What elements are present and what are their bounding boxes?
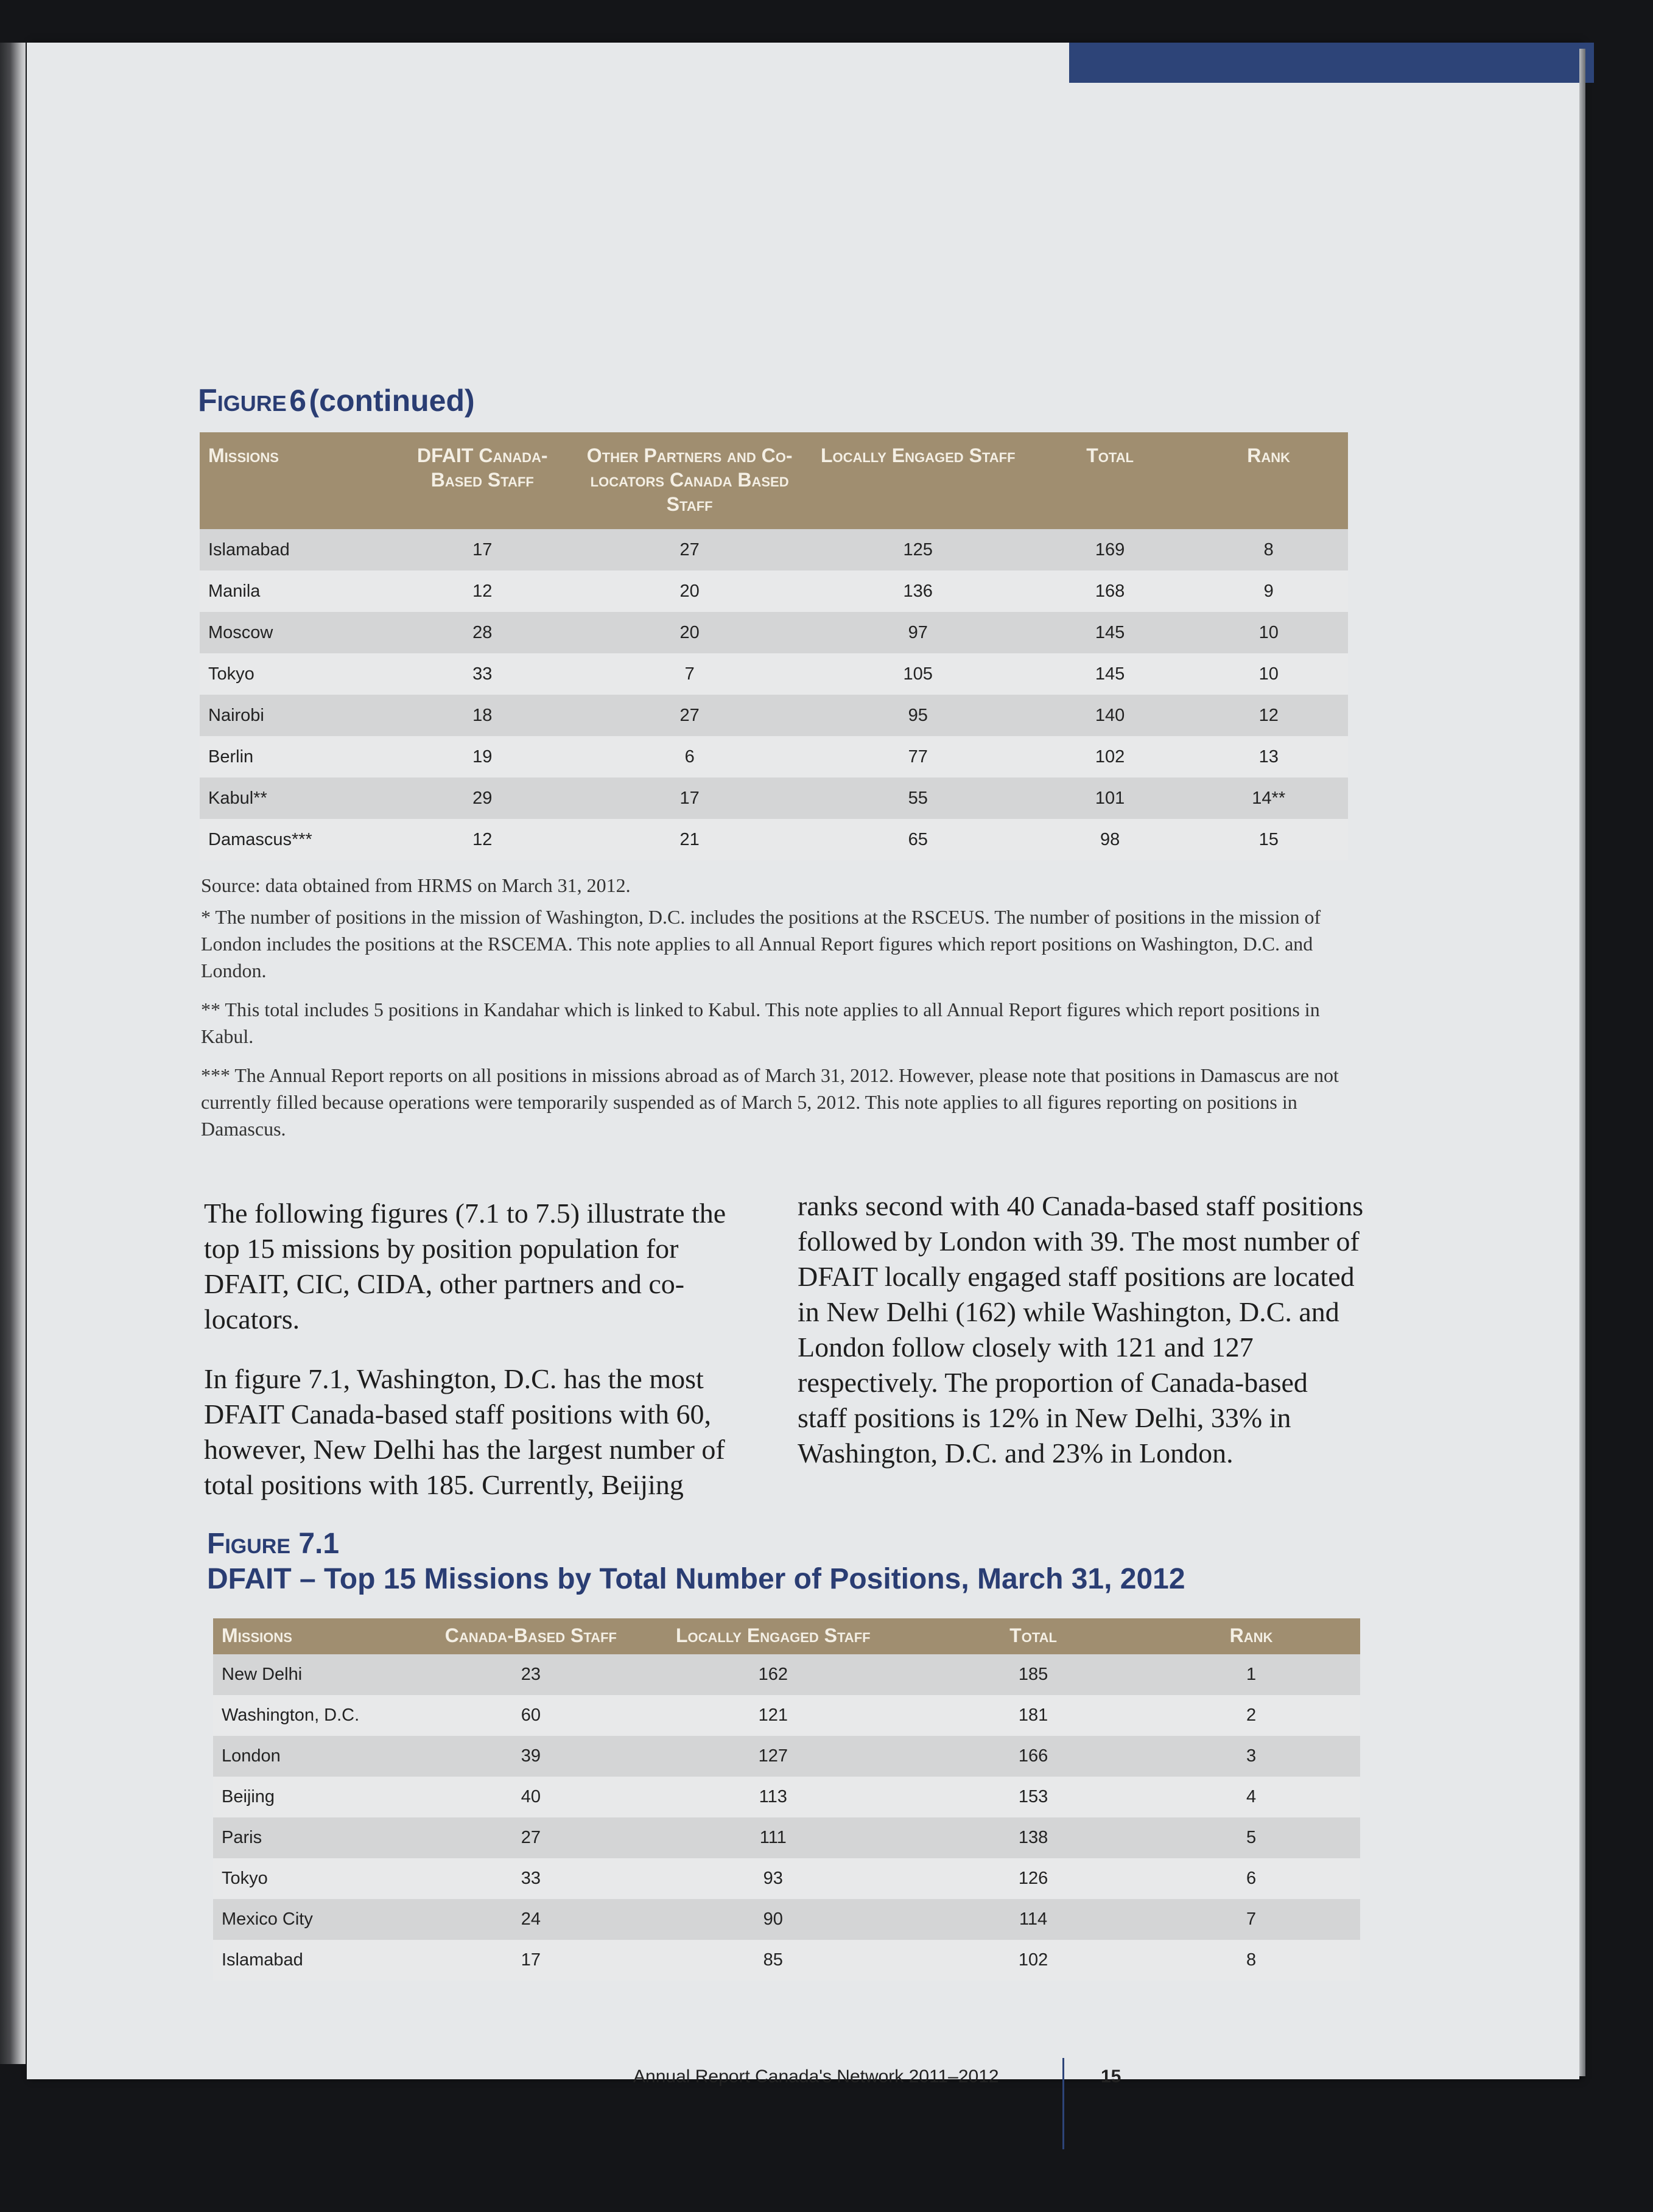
figure71-label: Figure 7.1	[207, 1528, 340, 1560]
figure71-header-row	[213, 1618, 1360, 1654]
table-cell: 97	[805, 612, 1031, 653]
footnote-1: * The number of positions in the mission of Washington, D.C. includes the positions at the RSCEUS. The number of positions in the mission of London includes the positions at the RSCEMA. This note applies to all Annual Report figures which report positions on Washington, D.C. and London.	[201, 906, 1321, 981]
table-cell: 14**	[1189, 778, 1348, 819]
table-row	[213, 1899, 1360, 1940]
table-row	[213, 1654, 1360, 1695]
table-cell: 17	[440, 1940, 622, 1981]
footer-divider	[1062, 2058, 1064, 2149]
col-rank: Rank	[1142, 1618, 1360, 1654]
page-number: 15	[1101, 2066, 1121, 2087]
body-right-column	[798, 1189, 1364, 1495]
mission-name-cell: New Delhi	[213, 1654, 440, 1695]
table-cell: 8	[1189, 529, 1348, 571]
table-cell: 6	[574, 736, 805, 778]
table-cell: 185	[924, 1654, 1142, 1695]
table-row	[213, 1817, 1360, 1858]
table-cell: 140	[1031, 695, 1190, 736]
table-cell: 65	[805, 819, 1031, 860]
table-cell: 27	[440, 1817, 622, 1858]
mission-name-cell: Tokyo	[200, 653, 391, 695]
mission-name-cell: Berlin	[200, 736, 391, 778]
mission-name-cell: Damascus***	[200, 819, 391, 860]
table-cell: 39	[440, 1736, 622, 1777]
col-total: Total	[1031, 432, 1190, 529]
table-cell: 169	[1031, 529, 1190, 571]
footnote-3: *** The Annual Report reports on all positions in missions abroad as of March 31, 2012. However, please note that positions in Damascus are not currently filled because operations were temporarily suspended as of March 5, 2012. This note applies to all figures reporting on positions in Damascus.	[201, 1064, 1339, 1140]
table-cell: 4	[1142, 1777, 1360, 1817]
table-cell: 55	[805, 778, 1031, 819]
figure6-label-suffix: (continued)	[309, 384, 475, 418]
table-cell: 125	[805, 529, 1031, 571]
body-right-paragraph-1: ranks second with 40 Canada-based staff positions followed by London with 39. The most number of DFAIT locally engaged staff positions are located in New Delhi (162) while Washington, D.C. and London follow closely with 121 and 127 respectively. The proportion of Canada-based staff positions is 12% in New Delhi, 33% in Washington, D.C. and 23% in London.	[798, 1190, 1364, 1469]
table-cell: 10	[1189, 612, 1348, 653]
col-dfait-cbs: DFAIT Canada-Based Staff	[391, 432, 574, 529]
table-cell: 181	[924, 1695, 1142, 1736]
previous-page-edge	[0, 43, 26, 2064]
body-left-column	[204, 1196, 740, 1527]
table-row	[213, 1736, 1360, 1777]
col-other-partners: Other Partners and Co-locators Canada Based Staff	[574, 432, 805, 529]
col-les: Locally Engaged Staff	[622, 1618, 925, 1654]
mission-name-cell: Kabul**	[200, 778, 391, 819]
col-total: Total	[924, 1618, 1142, 1654]
table-row	[213, 1777, 1360, 1817]
table-row	[200, 571, 1348, 612]
table-cell: 162	[622, 1654, 925, 1695]
table-cell: 114	[924, 1899, 1142, 1940]
table-cell: 102	[1031, 736, 1190, 778]
table-cell: 90	[622, 1899, 925, 1940]
mission-name-cell: Manila	[200, 571, 391, 612]
table-cell: 60	[440, 1695, 622, 1736]
table-cell: 85	[622, 1940, 925, 1981]
table-cell: 6	[1142, 1858, 1360, 1899]
body-left-paragraph-1: The following figures (7.1 to 7.5) illustrate the top 15 missions by position population for DFAIT, CIC, CIDA, other partners and co-locators.	[204, 1198, 726, 1335]
table-row	[213, 1940, 1360, 1981]
table-row	[213, 1695, 1360, 1736]
table-row	[213, 1858, 1360, 1899]
table-cell: 13	[1189, 736, 1348, 778]
table-cell: 27	[574, 695, 805, 736]
table-row	[200, 653, 1348, 695]
accent-bar	[1069, 43, 1594, 83]
table-row	[200, 695, 1348, 736]
table-cell: 18	[391, 695, 574, 736]
table-cell: 23	[440, 1654, 622, 1695]
source-note: Source: data obtained from HRMS on March 31, 2012.	[201, 874, 631, 896]
table-cell: 105	[805, 653, 1031, 695]
footer-text: Annual Report Canada's Network 2011–2012	[633, 2066, 999, 2087]
mission-name-cell: Beijing	[213, 1777, 440, 1817]
table-cell: 12	[1189, 695, 1348, 736]
footnote-2: ** This total includes 5 positions in Kandahar which is linked to Kabul. This note applies to all Annual Report figures which report positions in Kabul.	[201, 999, 1320, 1047]
table-cell: 12	[391, 819, 574, 860]
table-cell: 7	[1142, 1899, 1360, 1940]
table-cell: 102	[924, 1940, 1142, 1981]
table-cell: 3	[1142, 1736, 1360, 1777]
table-cell: 168	[1031, 571, 1190, 612]
table-cell: 113	[622, 1777, 925, 1817]
mission-name-cell: London	[213, 1736, 440, 1777]
table-cell: 145	[1031, 612, 1190, 653]
body-left-paragraph-2: In figure 7.1, Washington, D.C. has the most DFAIT Canada-based staff positions with 60, however, New Delhi has the largest number of total positions with 185. Currently, Beijing	[204, 1363, 725, 1500]
col-missions: Missions	[200, 432, 391, 529]
table-cell: 27	[574, 529, 805, 571]
table-row	[200, 819, 1348, 860]
table-cell: 21	[574, 819, 805, 860]
figure6-header-row	[200, 432, 1348, 529]
figure6-label	[198, 382, 475, 419]
table-cell: 126	[924, 1858, 1142, 1899]
table-cell: 33	[440, 1858, 622, 1899]
table-row	[200, 529, 1348, 571]
table-cell: 33	[391, 653, 574, 695]
table-row	[200, 778, 1348, 819]
figure6-label-prefix: Figure	[198, 383, 287, 418]
figure6-label-num: 6	[289, 384, 307, 418]
table-row	[200, 612, 1348, 653]
col-les: Locally Engaged Staff	[805, 432, 1031, 529]
col-rank: Rank	[1189, 432, 1348, 529]
figure6-table	[200, 432, 1348, 860]
table-cell: 153	[924, 1777, 1142, 1817]
table-cell: 19	[391, 736, 574, 778]
table-cell: 77	[805, 736, 1031, 778]
table-cell: 127	[622, 1736, 925, 1777]
table-cell: 20	[574, 612, 805, 653]
table-cell: 138	[924, 1817, 1142, 1858]
table-cell: 136	[805, 571, 1031, 612]
table-cell: 5	[1142, 1817, 1360, 1858]
table-cell: 98	[1031, 819, 1190, 860]
col-cbs: Canada-Based Staff	[440, 1618, 622, 1654]
table-cell: 145	[1031, 653, 1190, 695]
table-cell: 121	[622, 1695, 925, 1736]
table-cell: 28	[391, 612, 574, 653]
table-cell: 93	[622, 1858, 925, 1899]
table-cell: 7	[574, 653, 805, 695]
mission-name-cell: Tokyo	[213, 1858, 440, 1899]
mission-name-cell: Islamabad	[213, 1940, 440, 1981]
mission-name-cell: Mexico City	[213, 1899, 440, 1940]
table-cell: 95	[805, 695, 1031, 736]
table-cell: 101	[1031, 778, 1190, 819]
col-missions: Missions	[213, 1618, 440, 1654]
table-cell: 1	[1142, 1654, 1360, 1695]
table-cell: 40	[440, 1777, 622, 1817]
mission-name-cell: Nairobi	[200, 695, 391, 736]
figure71-table	[213, 1618, 1360, 1981]
mission-name-cell: Washington, D.C.	[213, 1695, 440, 1736]
table-cell: 17	[391, 529, 574, 571]
table-cell: 20	[574, 571, 805, 612]
table-cell: 17	[574, 778, 805, 819]
table-cell: 29	[391, 778, 574, 819]
table-cell: 166	[924, 1736, 1142, 1777]
table-cell: 2	[1142, 1695, 1360, 1736]
table-cell: 111	[622, 1817, 925, 1858]
table-cell: 10	[1189, 653, 1348, 695]
table-cell: 9	[1189, 571, 1348, 612]
mission-name-cell: Paris	[213, 1817, 440, 1858]
figure71-title: DFAIT – Top 15 Missions by Total Number of Positions, March 31, 2012	[207, 1563, 1185, 1595]
page-edge	[1579, 49, 1585, 2076]
table-cell: 8	[1142, 1940, 1360, 1981]
table-cell: 12	[391, 571, 574, 612]
mission-name-cell: Islamabad	[200, 529, 391, 571]
table-cell: 15	[1189, 819, 1348, 860]
mission-name-cell: Moscow	[200, 612, 391, 653]
table-row	[200, 736, 1348, 778]
table-cell: 24	[440, 1899, 622, 1940]
